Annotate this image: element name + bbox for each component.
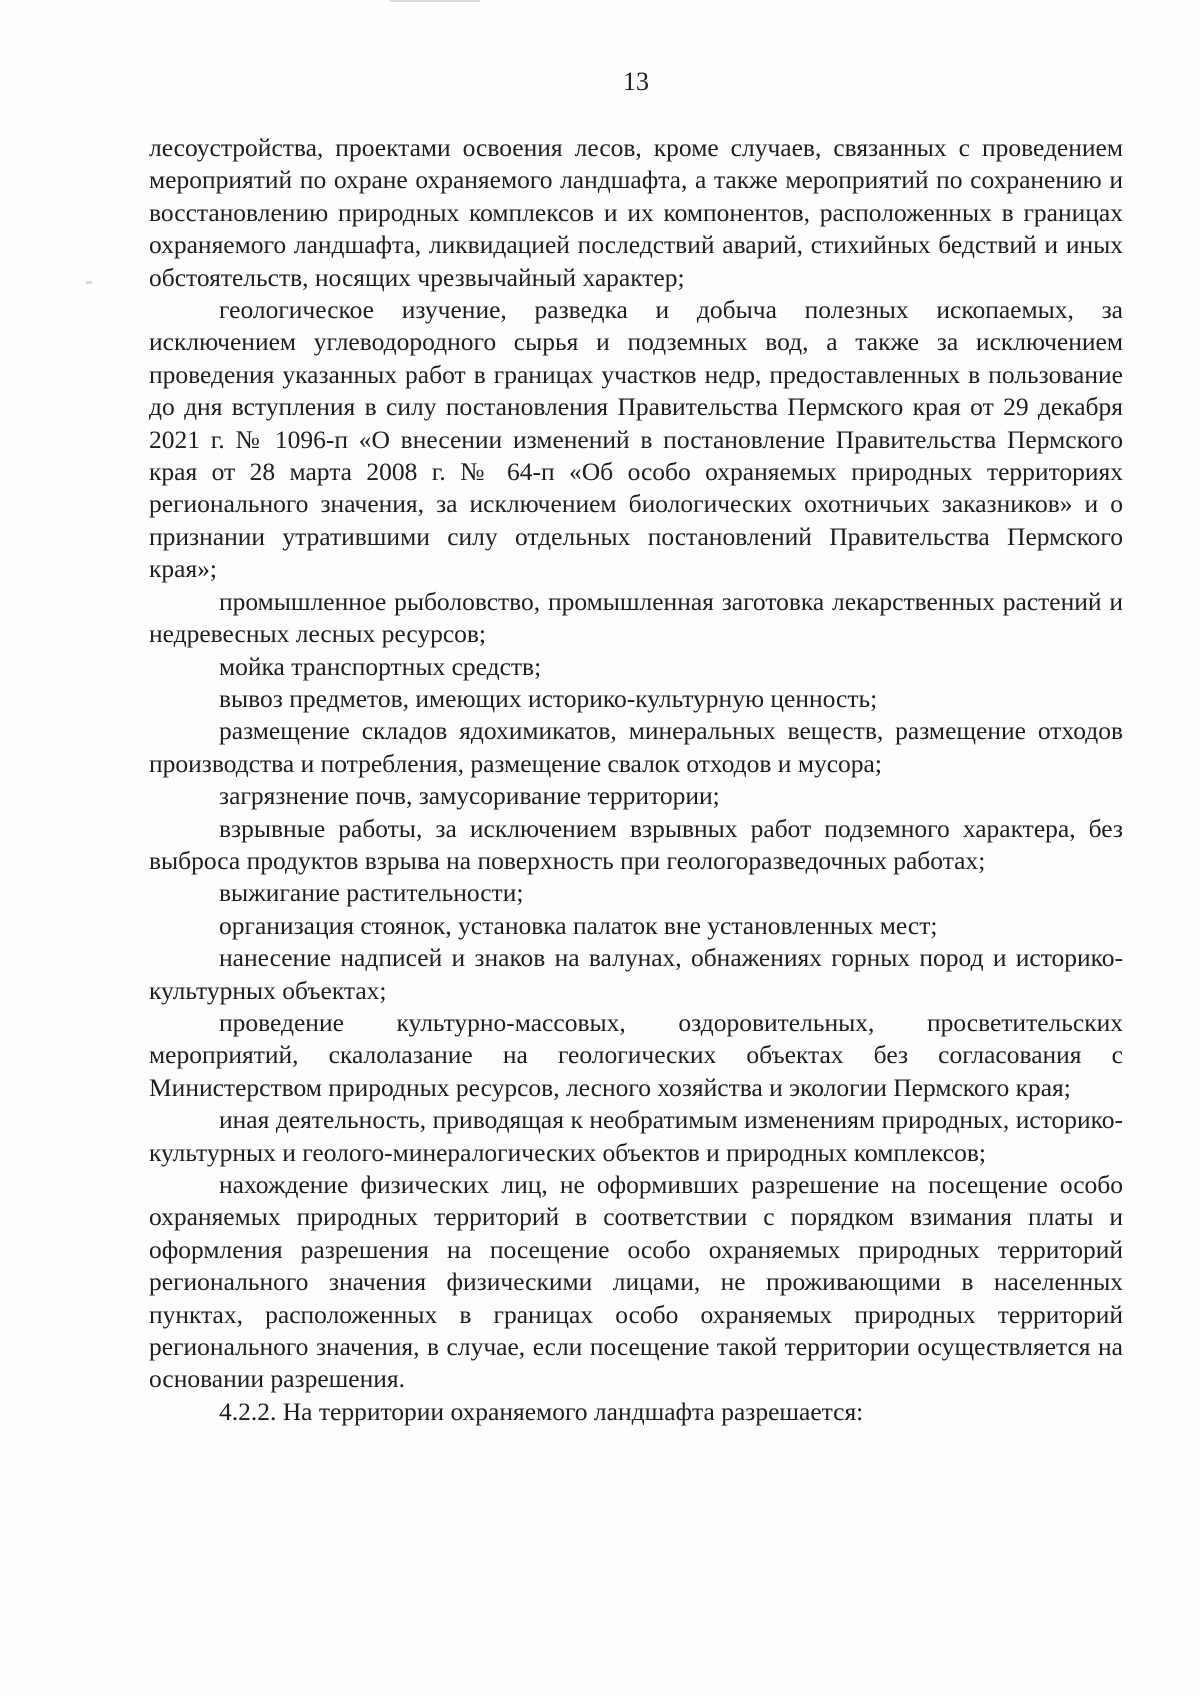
scan-artifact-top (390, 0, 480, 2)
paragraph: нахождение физических лиц, не оформивших разрешение на посещение особо охраняемых природных территорий в соответствии с порядком взимания платы и оформления разрешения на посещение особо охраняемых природных территорий регионального значения физическими лицами, не проживающими в населенных пунктах, расположенных в границах особо охраняемых природных территорий регионального значения, в случае, если посещение такой территории осуществляется на основании разрешения. (149, 1170, 1123, 1394)
paragraph: лесоустройства, проектами освоения лесов, кроме случаев, связанных с проведением мероприятий по охране охраняемого ландшафта, а также мероприятий по сохранению и восстановлению природных комплексов и их компонентов, расположенных в границах охраняемого ландшафта, ликвидацией последствий аварий, стихийных бедствий и иных обстоятельств, носящих чрезвычайный характер; (149, 133, 1123, 292)
paragraph: иная деятельность, приводящая к необратимым изменениям природных, историко-культурных и геолого-минералогических объектов и природных комплексов; (149, 1105, 1123, 1167)
document-body (149, 132, 1123, 1428)
paragraph: геологическое изучение, разведка и добыча полезных ископаемых, за исключением углеводородного сырья и подземных вод, а также за исключением проведения указанных работ в границах участков недр, предоставленных в пользование до дня вступления в силу постановления Правительства Пермского края от 29 декабря 2021 г. № 1096-п «О внесении изменений в постановление Правительства Пермского края от 28 марта 2008 г. № 64-п «Об особо охраняемых природных территориях регионального значения, за исключением биологических охотничьих заказников» и о признании утратившими силу отдельных постановлений Правительства Пермского края»; (149, 295, 1123, 584)
paragraph: промышленное рыболовство, промышленная заготовка лекарственных растений и недревесных лесных ресурсов; (149, 586, 1123, 649)
paragraph: проведение культурно-массовых, оздоровительных, просветительских мероприятий, скалолазание на геологических объектах без согласования с Министерством природных ресурсов, лесного хозяйства и экологии Пермского края; (149, 1007, 1123, 1102)
paragraph: размещение складов ядохимикатов, минеральных веществ, размещение отходов производства и потребления, размещение свалок отходов и мусора; (149, 716, 1123, 778)
paragraph: нанесение надписей и знаков на валунах, обнажениях горных пород и историко-культурных объектах; (149, 943, 1123, 1005)
paragraph: взрывные работы, за исключением взрывных работ подземного характера, без выброса продуктов взрыва на поверхность при геологоразведочных работах; (149, 813, 1123, 875)
paragraph: выжигание растительности; (219, 878, 524, 908)
paragraph: вывоз предметов, имеющих историко-культурную ценность; (219, 683, 878, 713)
page-number: 13 (623, 67, 649, 96)
paragraph: организация стоянок, установка палаток вне установленных мест; (219, 910, 938, 940)
section-heading: 4.2.2. На территории охраняемого ландшафта разрешается: (219, 1396, 864, 1426)
scan-artifact-left (86, 281, 92, 284)
paragraph: загрязнение почв, замусоривание территории; (219, 781, 720, 811)
paragraph: мойка транспортных средств; (219, 651, 542, 681)
